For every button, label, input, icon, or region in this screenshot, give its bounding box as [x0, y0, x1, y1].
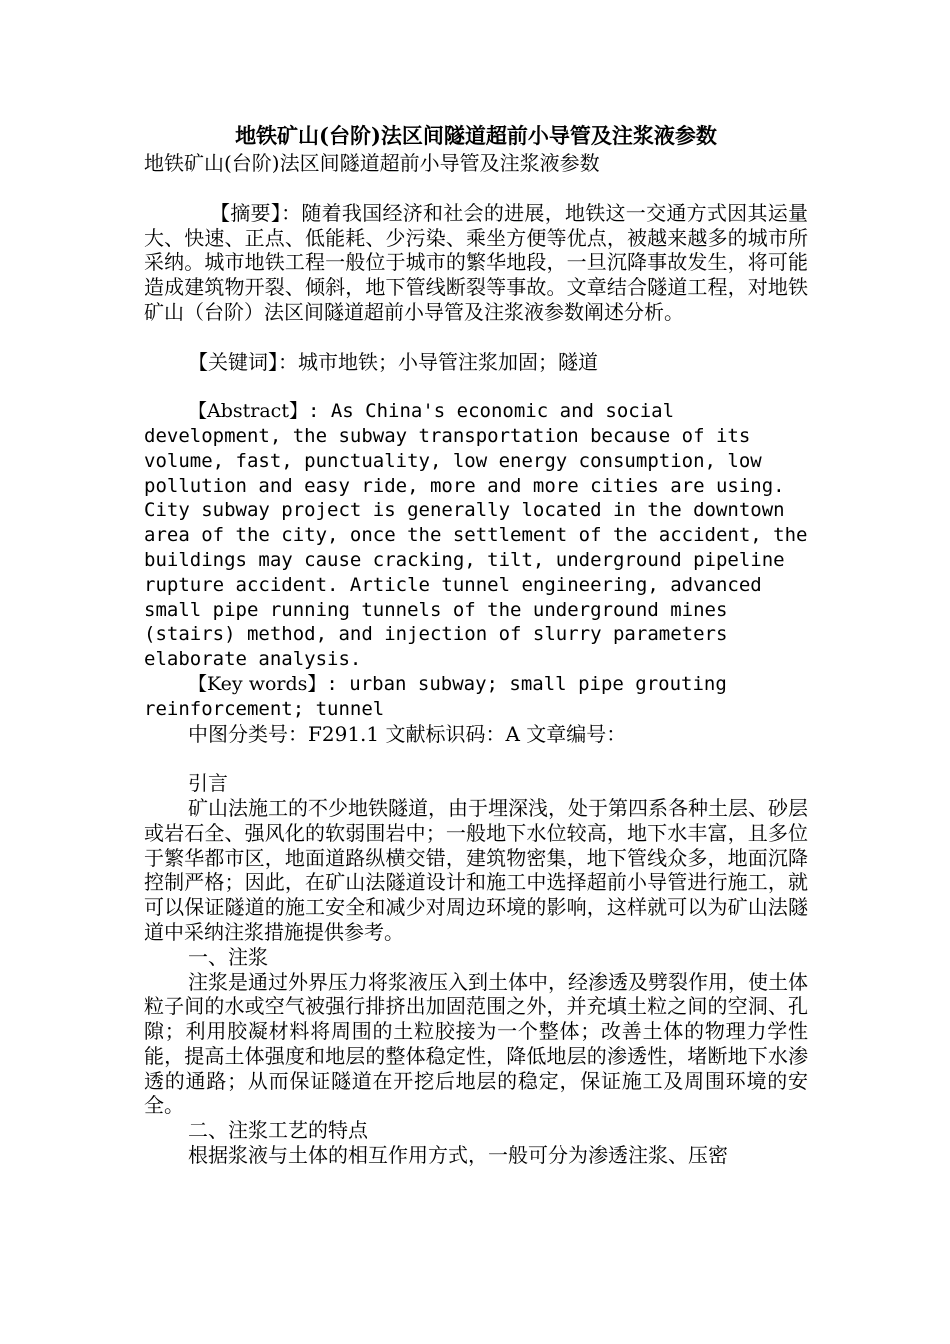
abstract-english — [144, 399, 808, 672]
section-1-paragraph: 注浆是通过外界压力将浆液压入到土体中，经渗透及劈裂作用，使土体粒子间的水或空气被强行排挤出加固范围之外，并充填土粒之间的空洞、孔隙；利用胶凝材料将周围的土粒胶接为一个整体；改善土体的物理力学性能，提高土体强度和地层的整体稳定性，降低地层的渗透性，堵断地下水渗透的通路；从而保证隧道在开挖后地层的稳定，保证施工及周围环境的安全。 — [144, 969, 808, 1118]
keywords-english — [144, 672, 808, 722]
keywords-english-label: 【Key words】 — [188, 672, 327, 695]
intro-heading: 引言 — [188, 771, 228, 796]
abstract-chinese: 【摘要】：随着我国经济和社会的进展，地铁这一交通方式因其运量大、快速、正点、低能耗、少污染、乘坐方便等优点，被越来越多的城市所采纳。城市地铁工程一般位于城市的繁华地段，一旦沉降事故发生，将可能造成建筑物开裂、倾斜，地下管线断裂等事故。文章结合隧道工程，对地铁矿山（台阶）法区间隧道超前小导管及注浆液参数阐述分析。 — [144, 200, 808, 324]
section-2-heading: 二、注浆工艺的特点 — [188, 1118, 368, 1143]
keywords-english-text: : urban subway; small pipe grouting reinforcement; tunnel — [144, 672, 727, 720]
spacer — [144, 176, 808, 201]
document-body — [144, 122, 808, 1168]
abstract-english-label: 【Abstract】 — [188, 400, 308, 423]
keywords-chinese: 【关键词】：城市地铁；小导管注浆加固；隧道 — [188, 349, 598, 374]
spacer — [144, 746, 808, 771]
spacer — [144, 325, 808, 350]
spacer — [144, 374, 808, 399]
section-2-paragraph: 根据浆液与土体的相互作用方式，一般可分为渗透注浆、压密 — [188, 1143, 728, 1168]
document-title: 地铁矿山(台阶)法区间隧道超前小导管及注浆液参数 — [235, 123, 717, 148]
intro-paragraph: 矿山法施工的不少地铁隧道，由于埋深浅，处于第四系各种土层、砂层或岩石全、强风化的软弱围岩中；一般地下水位较高，地下水丰富，且多位于繁华都市区，地面道路纵横交错，建筑物密集，地下管线众多，地面沉降控制严格；因此，在矿山法隧道设计和施工中选择超前小导管进行施工，就可以保证隧道的施工安全和减少对周边环境的影响，这样就可以为矿山法隧道中采纳注浆措施提供参考。 — [144, 795, 808, 944]
document-subtitle: 地铁矿山(台阶)法区间隧道超前小导管及注浆液参数 — [144, 151, 600, 175]
section-1-heading: 一、注浆 — [188, 944, 268, 969]
classification-line: 中图分类号：F291.1 文献标识码：A 文章编号： — [188, 721, 627, 746]
abstract-english-text: : As China's economic and social development, the subway transportation because of its volume, fast, punctuality, low energy consumption, low pollution and easy ride, more and more cities are using. City subway project is generally located in the downtown area of the city, once the settlement of the accident, the buildings may cause cracking, tilt, underground pipeline rupture accident. Article tunnel engineering, advanced small pipe running tunnels of the underground mines (stairs) method, and injection of slurry parameters elaborate analysis. — [144, 400, 808, 671]
